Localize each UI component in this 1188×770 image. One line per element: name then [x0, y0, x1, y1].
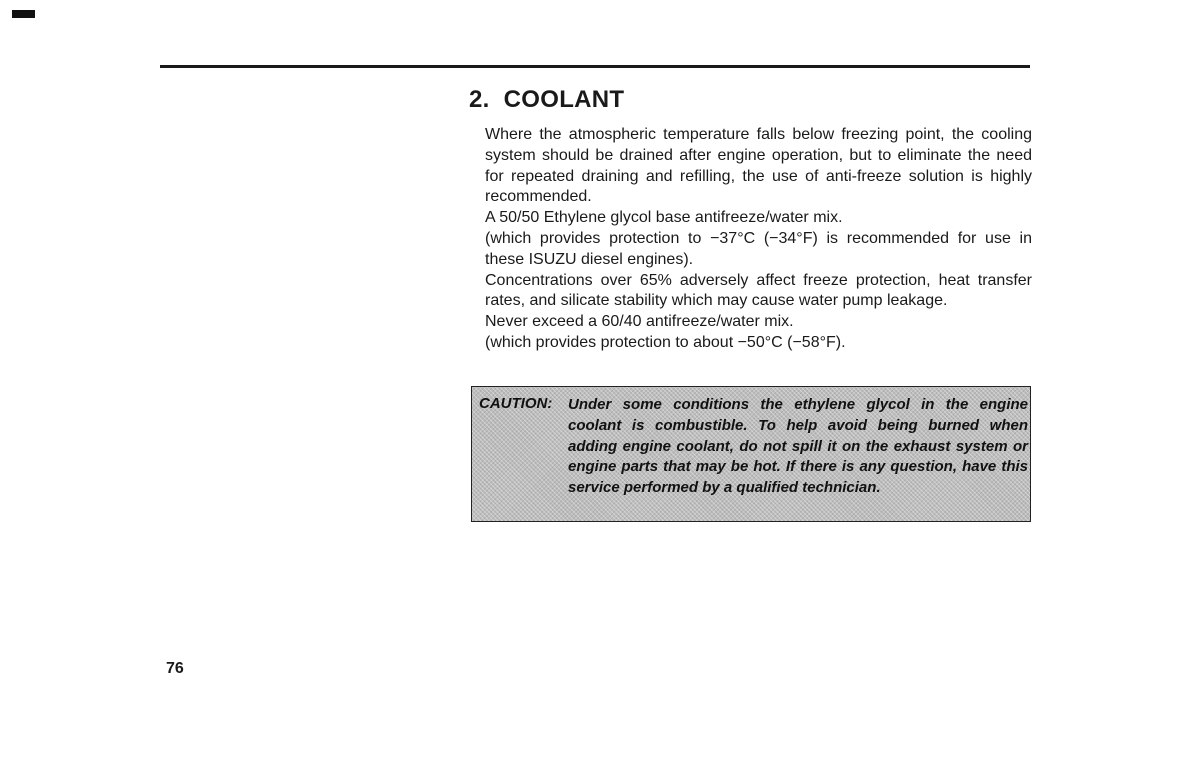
paragraph-mix-50-50: A 50/50 Ethylene glycol base antifreeze/water mix. — [485, 209, 843, 227]
caution-box — [471, 386, 1031, 522]
section-number: 2. — [469, 86, 490, 113]
paragraph-max-mix: Never exceed a 60/40 antifreeze/water mix. — [485, 313, 794, 331]
coolant-body-text — [485, 125, 1032, 354]
page-number: 76 — [166, 660, 184, 677]
section-title: COOLANT — [503, 86, 625, 113]
paragraph-concentration-warning: Concentrations over 65% adversely affect freeze protection, heat transfer rates, and silicate stability which may cause water pump leakage. — [485, 271, 1032, 310]
caution-label: CAUTION: — [479, 395, 553, 412]
header-rule — [160, 65, 1030, 68]
caution-text: Under some conditions the ethylene glycol in the engine coolant is combustible. To help avoid being burned when adding engine coolant, do not spill it on the exhaust system or engine parts that may be hot. If there is any question, have this service performed by a qualified technician. — [568, 396, 1028, 497]
paragraph-protection-37: (which provides protection to −37°C (−34°F) is recommended for use in these ISUZU diesel engines). — [485, 229, 1032, 268]
paragraph-protection-50: (which provides protection to about −50°C (−58°F). — [485, 333, 846, 351]
corner-scan-mark — [12, 10, 35, 18]
paragraph-antifreeze-intro: Where the atmospheric temperature falls below freezing point, the cooling system should be drained after engine operation, but to eliminate the need for repeated draining and refilling, the use of anti-freeze solution is highly recommended. — [485, 126, 1032, 206]
section-heading — [469, 86, 624, 114]
